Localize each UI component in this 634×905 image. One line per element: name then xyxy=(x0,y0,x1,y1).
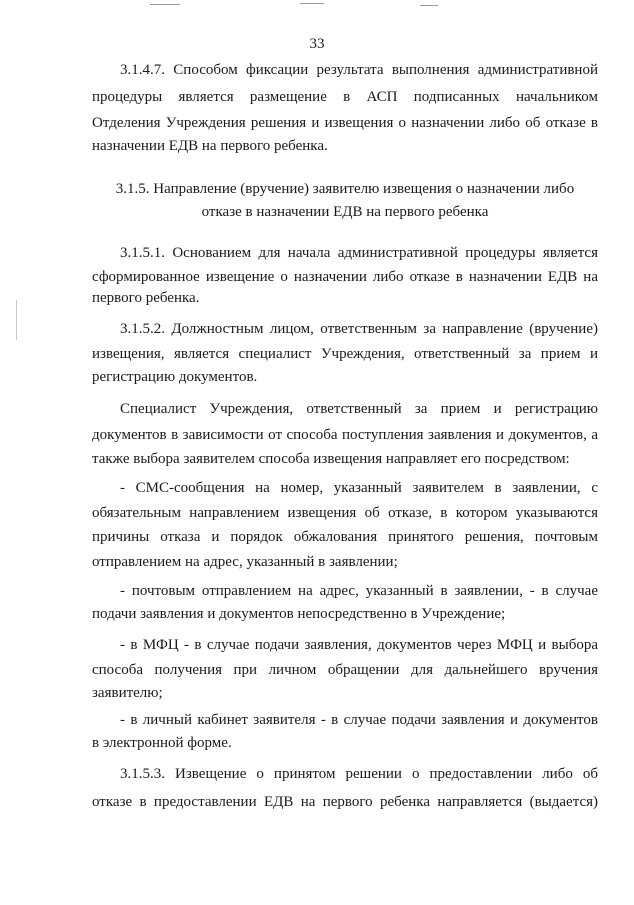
text-line: подачи заявления и документов непосредственно в Учреждение; xyxy=(92,606,506,622)
section-heading-line: 3.1.5. Направление (вручение) заявителю извещения о назначении либо xyxy=(115,181,575,197)
text-line: сформированное извещение о назначении либо отказе в назначении ЕДВ на xyxy=(92,269,598,285)
text-line: первого ребенка. xyxy=(92,290,200,306)
scan-artifact xyxy=(300,3,324,4)
text-line: Отделения Учреждения решения и извещения о назначении либо об отказе в xyxy=(92,115,598,131)
scan-artifact xyxy=(150,4,180,5)
text-line: регистрацию документов. xyxy=(92,369,258,385)
text-line: способа получения при личном обращении для дальнейшего вручения xyxy=(92,662,598,678)
text-line: - в МФЦ - в случае подачи заявления, документов через МФЦ и выбора xyxy=(120,637,598,653)
text-line: - в личный кабинет заявителя - в случае подачи заявления и документов xyxy=(120,712,598,728)
text-line: причины отказа и порядок обжалования принятого решения, почтовым xyxy=(92,529,598,545)
text-line: процедуры является размещение в АСП подписанных начальником xyxy=(92,89,598,105)
text-line: документов в зависимости от способа поступления заявления и документов, а xyxy=(92,427,598,443)
scan-artifact xyxy=(420,5,438,6)
text-line: отправлением на адрес, указанный в заявлении; xyxy=(92,554,398,570)
text-line: отказе в предоставлении ЕДВ на первого ребенка направляется (выдается) xyxy=(92,794,598,810)
text-line: 3.1.4.7. Способом фиксации результата выполнения административной xyxy=(120,62,598,78)
text-line: также выбора заявителем способа извещения направляет его посредством: xyxy=(92,451,570,467)
section-heading-line: отказе в назначении ЕДВ на первого ребенка xyxy=(201,204,489,220)
text-line: заявителю; xyxy=(92,685,163,701)
text-line: 3.1.5.2. Должностным лицом, ответственным за направление (вручение) xyxy=(120,321,598,337)
text-line: Специалист Учреждения, ответственный за прием и регистрацию xyxy=(120,401,598,417)
text-line: 3.1.5.3. Извещение о принятом решении о предоставлении либо об xyxy=(120,766,598,782)
text-line: - почтовым отправлением на адрес, указанный в заявлении, - в случае xyxy=(120,583,598,599)
text-line: обязательным направлением извещения об отказе, в котором указываются xyxy=(92,505,598,521)
page-number: 33 xyxy=(309,36,325,52)
text-line: - СМС-сообщения на номер, указанный заявителем в заявлении, с xyxy=(120,480,598,496)
text-line: извещения, является специалист Учреждения, ответственный за прием и xyxy=(92,346,598,362)
text-line: в электронной форме. xyxy=(92,735,232,751)
text-line: 3.1.5.1. Основанием для начала административной процедуры является xyxy=(120,245,598,261)
scan-artifact xyxy=(16,300,17,340)
text-line: назначении ЕДВ на первого ребенка. xyxy=(92,138,328,154)
